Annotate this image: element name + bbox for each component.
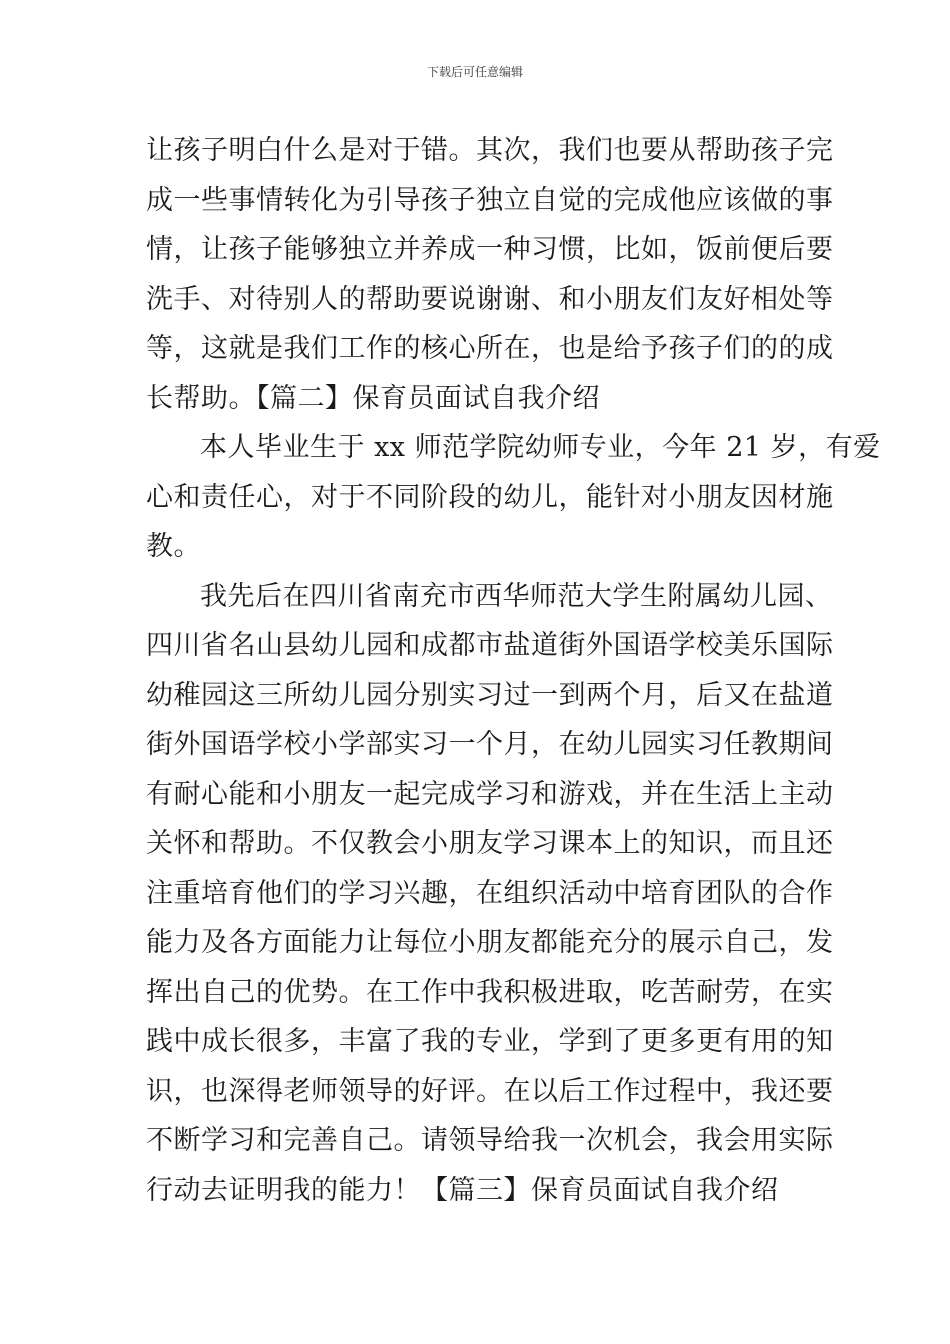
document-body [146, 126, 881, 1215]
text-line: 注重培育他们的学习兴趣，在组织活动中培育团队的合作 [146, 877, 834, 909]
text-line: 不断学习和完善自己。请领导给我一次机会，我会用实际 [146, 1125, 834, 1156]
text-line: 心和责任心，对于不同阶段的幼儿，能针对小朋友因材施 [146, 481, 834, 513]
text-line: 能力及各方面能力让每位小朋友都能充分的展示自己，发 [146, 927, 834, 958]
text-line: 行动去证明我的能力！【篇三】保育员面试自我介绍 [146, 1174, 779, 1206]
page-header-note: 下载后可任意编辑 [426, 65, 523, 79]
text-line: 识，也深得老师领导的好评。在以后工作过程中，我还要 [146, 1075, 834, 1107]
text-line: 关怀和帮助。不仅教会小朋友学习课本上的知识，而且还 [146, 828, 834, 859]
text-line: 洗手、对待别人的帮助要说谢谢、和小朋友们友好相处等 [146, 283, 834, 315]
text-line: 挥出自己的优势。在工作中我积极进取，吃苦耐劳，在实 [146, 976, 834, 1008]
text-line: 街外国语学校小学部实习一个月，在幼儿园实习任教期间 [146, 729, 834, 760]
text-line: 本人毕业生于 xx 师范学院幼师专业，今年 21 岁，有爱 [200, 432, 881, 463]
text-line: 成一些事情转化为引导孩子独立自觉的完成他应该做的事 [146, 184, 834, 216]
text-line: 践中成长很多，丰富了我的专业，学到了更多更有用的知 [146, 1026, 834, 1057]
text-line: 让孩子明白什么是对于错。其次，我们也要从帮助孩子完 [146, 135, 834, 166]
text-line: 四川省名山县幼儿园和成都市盐道街外国语学校美乐国际 [146, 630, 834, 661]
text-line: 长帮助。【篇二】保育员面试自我介绍 [146, 382, 600, 414]
text-line: 等，这就是我们工作的核心所在，也是给予孩子们的的成 [146, 333, 834, 364]
text-line: 我先后在四川省南充市西华师范大学生附属幼儿园、 [200, 580, 833, 612]
text-line: 教。 [146, 531, 201, 562]
text-line: 幼稚园这三所幼儿园分别实习过一到两个月，后又在盐道 [146, 679, 834, 711]
text-line: 有耐心能和小朋友一起完成学习和游戏，并在生活上主动 [146, 778, 834, 810]
text-line: 情，让孩子能够独立并养成一种习惯，比如，饭前便后要 [146, 234, 834, 265]
